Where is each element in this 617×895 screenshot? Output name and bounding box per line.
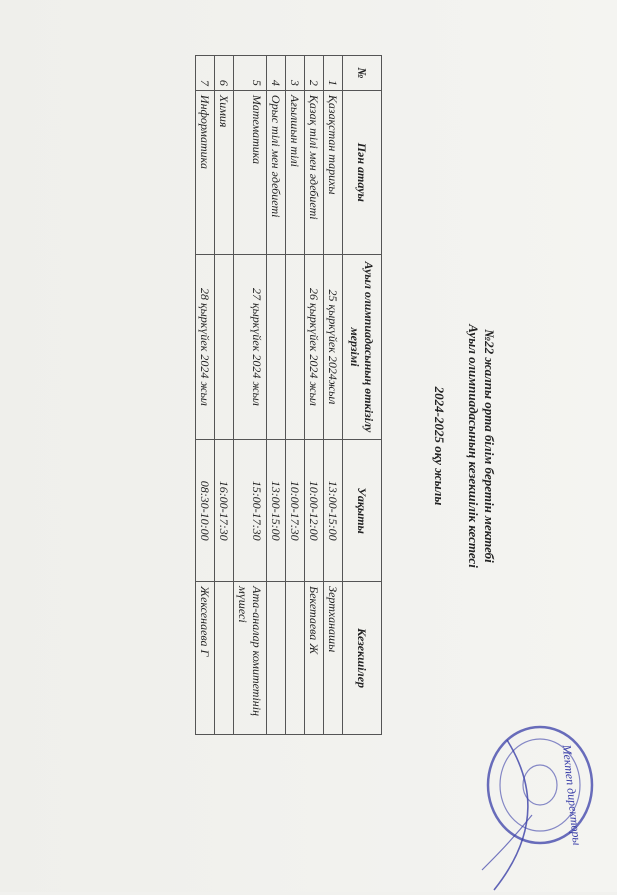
row-date: 26 қыркүйек 2024 жыл	[305, 254, 324, 440]
table-row	[305, 56, 324, 735]
row-time: 13:00-15:00	[324, 440, 343, 582]
header-subject: Пән атауы	[343, 90, 382, 254]
row-time: 15:00-17:30	[234, 440, 267, 582]
row-duty: Ата-аналар комитетінің мүшесі	[234, 582, 267, 735]
row-subject: Ағылшын тілі	[286, 90, 305, 254]
row-duty: Бекетаева Ж	[305, 582, 324, 735]
row-subject: Қазақ тілі мен әдебиеті	[305, 90, 324, 254]
row-num: 5	[234, 56, 267, 91]
row-subject: Информатика	[196, 90, 215, 254]
row-duty: Жексенаева Г	[196, 582, 215, 735]
duty-schedule-table	[195, 55, 382, 735]
row-date: 27 қыркүйек 2024 жыл	[234, 254, 267, 440]
row-time: 16:00-17:30	[215, 440, 234, 582]
row-date: 25 қыркүйек 2024жыл	[324, 254, 343, 440]
row-time: 08:30-10:00	[196, 440, 215, 582]
table-row	[234, 56, 267, 735]
row-num: 2	[305, 56, 324, 91]
row-subject: Қазақстан тарихы	[324, 90, 343, 254]
row-subject: Орыс тілі мен әдебиеті	[267, 90, 286, 254]
stamp-signature-text: Мектеп директоры	[559, 743, 585, 847]
official-stamp-icon	[477, 720, 602, 895]
row-num: 4	[267, 56, 286, 91]
row-time: 13:00-15:00	[267, 440, 286, 582]
row-duty: Зертханашы	[324, 582, 343, 735]
row-num: 6	[215, 56, 234, 91]
table-row	[324, 56, 343, 735]
row-subject: Математика	[234, 90, 267, 254]
header-duty: Кезекшілер	[343, 582, 382, 735]
row-date: 28 қыркүйек 2024 жыл	[196, 254, 215, 440]
table-row	[286, 56, 305, 735]
row-duty	[267, 582, 286, 735]
header-num: №	[343, 56, 382, 91]
row-date	[215, 254, 234, 440]
table-header-row	[343, 56, 382, 735]
document-title: Ауыл олимпиадасының кезекшілік кестесі	[466, 324, 481, 568]
row-time: 10:00-17:30	[286, 440, 305, 582]
row-duty	[215, 582, 234, 735]
table-row	[267, 56, 286, 735]
row-date	[267, 254, 286, 440]
row-num: 1	[324, 56, 343, 91]
academic-year: 2024-2025 оқу жылы	[432, 386, 447, 506]
row-duty	[286, 582, 305, 735]
row-date	[286, 254, 305, 440]
row-time: 10:00-12:00	[305, 440, 324, 582]
row-num: 7	[196, 56, 215, 91]
table-row	[196, 56, 215, 735]
header-time: Уақыты	[343, 440, 382, 582]
row-subject: Химия	[215, 90, 234, 254]
school-name: №22 жалпы орта білім беретін мектебі	[482, 329, 497, 563]
row-num: 3	[286, 56, 305, 91]
table-row	[215, 56, 234, 735]
header-date: Ауыл олимпиадасының өткізілу мерзімі	[343, 254, 382, 440]
